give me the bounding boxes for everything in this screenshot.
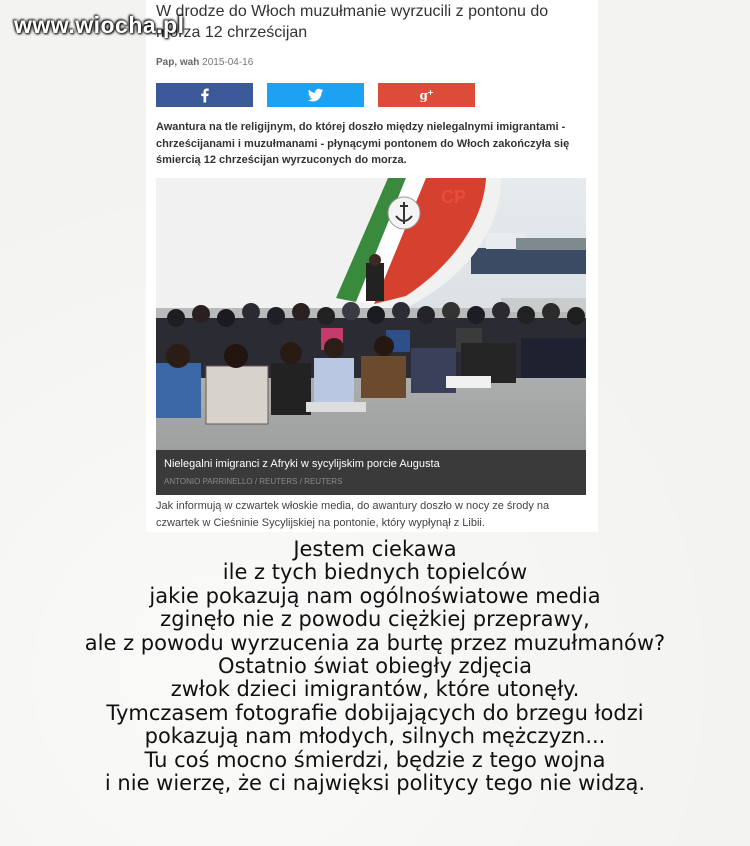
- poem-line: pokazują nam młodych, silnych mężczyzn...: [144, 724, 606, 749]
- poem-line: i nie wierzę, że ci najwięksi politycy tego nie widzą.: [104, 771, 646, 796]
- commentary-text: [0, 538, 750, 795]
- facebook-icon: [196, 86, 214, 104]
- article-body: Jak informują w czwartek włoskie media, do awantury doszło w nocy ze środy na czwartek w Cieśninie Sycylijskiej na pontonie, który wypłynął z Libii.: [156, 500, 550, 530]
- photo-credit: ANTONIO PARRINELLO / REUTERS / REUTERS: [164, 477, 343, 486]
- article-date: 2015-04-16: [202, 57, 254, 68]
- poem-line: zginęło nie z powodu ciężkiej przeprawy,: [160, 607, 590, 632]
- article-lead: Awantura na tle religijnym, do której doszło między nielegalnymi imigrantami - chrześcijanami i muzułmanami - płynącymi pontonem do Włoch zakończyła się śmiercią 12 chrześcijan wyrzuconych do morza.: [156, 121, 570, 166]
- migrants-harbor-photo: [156, 178, 586, 450]
- twitter-icon: [307, 86, 325, 104]
- poem-line: Ostatnio świat obiegły zdjęcia: [218, 654, 532, 679]
- poem-line: Tu coś mocno śmierdzi, będzie z tego wojna: [144, 747, 606, 772]
- poem-line: zwłok dzieci imigrantów, które utonęły.: [170, 677, 580, 702]
- article-headline[interactable]: W drodze do Włoch muzułmanie wyrzucili z pontonu do morza 12 chrześcijan: [156, 3, 549, 41]
- poem-line: jakie pokazują nam ogólnoświatowe media: [149, 583, 601, 608]
- poem-line: Tymczasem fotografie dobijających do brzegu łodzi: [106, 700, 644, 725]
- poem-line: ale z powodu wyrzucenia za burtę przez muzułmanów?: [84, 630, 666, 655]
- photo-caption: Nielegalni imigranci z Afryki w sycylijskim porcie Augusta: [164, 458, 440, 470]
- poem-line: ile z tych biednych topielców: [222, 560, 528, 585]
- site-watermark: www.wiocha.pl: [14, 12, 185, 38]
- svg-text:+: +: [426, 87, 434, 97]
- ship-marking: CP: [441, 187, 467, 207]
- article-photo: [156, 178, 586, 450]
- article-meta: [156, 57, 253, 68]
- poem-line: Jestem ciekawa: [293, 537, 457, 561]
- svg-text:g: g: [419, 88, 428, 103]
- news-article: [146, 0, 598, 532]
- share-google-plus-button[interactable]: [378, 83, 475, 107]
- article-author: Pap, wah: [156, 57, 200, 68]
- google-plus-icon: [418, 86, 436, 104]
- share-twitter-button[interactable]: [267, 83, 364, 107]
- share-facebook-button[interactable]: [156, 83, 253, 107]
- photo-caption-bar: [156, 450, 586, 495]
